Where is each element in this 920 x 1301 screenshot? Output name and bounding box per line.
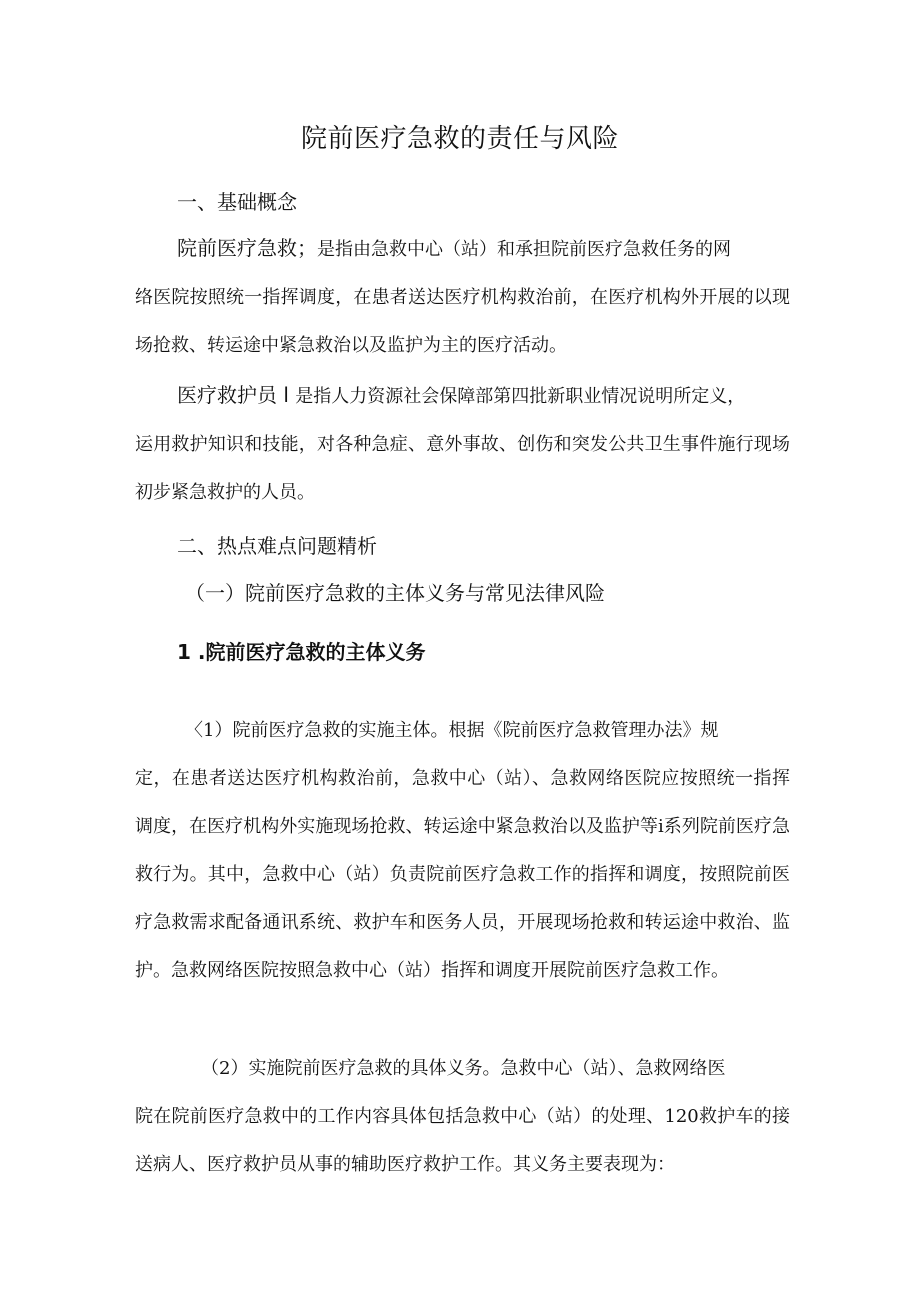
- definition-text: 络医院按照统一指挥调度，在患者送达医疗机构救治前，在医疗机构外开展的以现场抢救、转运途中紧急救治以及监护为主的医疗活动。: [135, 287, 790, 356]
- paragraph-text: 院在院前医疗急救中的工作内容具体包括急救中心（站）的处理、120救护车的接送病人、医疗救护员从事的辅助医疗救护工作。其义务主要表现为：: [135, 1106, 790, 1175]
- definition-paragraph-prehospital-care: [135, 224, 790, 370]
- first-line: （2）实施院前医疗急救的具体义务。急救中心（站）、急救网络医: [201, 1058, 726, 1079]
- first-line: [135, 224, 790, 274]
- defined-term: 院前医疗急救；: [177, 236, 317, 260]
- paragraph-implementing-entity: [135, 707, 790, 995]
- defined-term: 医疗救护员 l: [177, 383, 296, 407]
- definition-paragraph-medical-rescuer: [135, 371, 790, 517]
- definition-text-line1: 是指由急救中心（站）和承担院前医疗急救任务的网: [317, 239, 731, 260]
- paragraph-text: 定，在患者送达医疗机构救治前，急救中心（站）、急救网络医院应按照统一指挥调度，在医疗机构外实施现场抢救、转运途中紧急救治以及监护等i系列院前医疗急救行为。其中，急救中心（站）负责院前医疗急救工作的指挥和调度，按照院前医疗急救需求配备通讯系统、救护车和医务人员，开展现场抢救和转运途中救治、监护。急救网络医院按照急救中心（站）指挥和调度开展院前医疗急救工作。: [135, 768, 790, 981]
- section-heading-basic-concepts: 一、基础概念: [177, 190, 297, 214]
- definition-text: 运用救护知识和技能，对各种急症、意外事故、创伤和突发公共卫生事件施行现场初步紧急救护的人员。: [135, 434, 790, 503]
- subsubsection-heading-main-obligations: 1 .院前医疗急救的主体义务: [177, 640, 426, 664]
- document-title: 院前医疗急救的责任与风险: [300, 124, 619, 154]
- definition-text-line1: 是指人力资源社会保障部第四批新职业情况说明所定义，: [295, 386, 746, 407]
- first-line: [135, 371, 790, 421]
- first-line: 〈1）院前医疗急救的实施主体。根据《院前医疗急救管理办法》规: [185, 720, 719, 741]
- subsection-heading-obligations-risks: （一）院前医疗急救的主体义务与常见法律风险: [185, 581, 605, 605]
- paragraph-specific-obligations: [135, 1045, 790, 1189]
- section-heading-key-issues: 二、热点难点问题精析: [177, 534, 377, 558]
